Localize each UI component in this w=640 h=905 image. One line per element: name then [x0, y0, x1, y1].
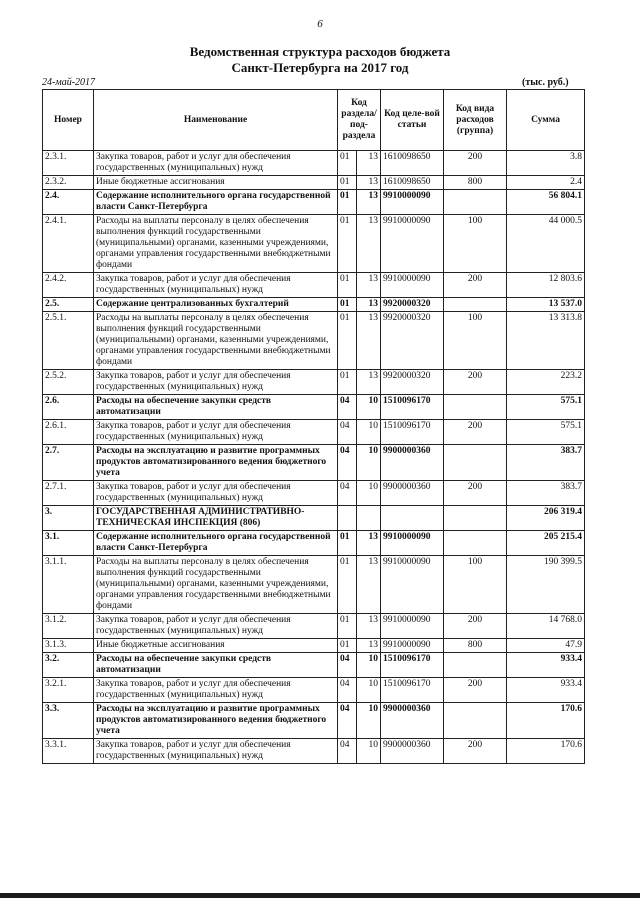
cell-expense-type [444, 445, 507, 481]
document-title [0, 44, 640, 76]
header-number: Номер [43, 90, 94, 151]
budget-table [42, 89, 585, 764]
cell-section: 04 [338, 678, 357, 703]
cell-name: Иные бюджетные ассигнования [94, 639, 338, 653]
cell-sum: 383.7 [507, 481, 585, 506]
cell-expense-type: 800 [444, 639, 507, 653]
cell-target-code: 9910000090 [381, 215, 444, 273]
cell-section: 01 [338, 176, 357, 190]
cell-target-code: 9910000090 [381, 273, 444, 298]
cell-number: 3. [43, 506, 94, 531]
header-expense-type: Код вида расходов (группа) [444, 90, 507, 151]
cell-sum: 13 313.8 [507, 312, 585, 370]
cell-section: 01 [338, 151, 357, 176]
cell-target-code: 9920000320 [381, 298, 444, 312]
cell-expense-type: 200 [444, 370, 507, 395]
cell-subsection: 13 [357, 215, 381, 273]
cell-section: 01 [338, 312, 357, 370]
header-section-code: Код раздела/ под-раздела [338, 90, 381, 151]
cell-sum: 56 804.1 [507, 190, 585, 215]
cell-number: 2.7.1. [43, 481, 94, 506]
cell-expense-type [444, 190, 507, 215]
cell-number: 3.2.1. [43, 678, 94, 703]
table-row [43, 312, 585, 370]
table-row [43, 678, 585, 703]
cell-sum: 575.1 [507, 395, 585, 420]
cell-section: 04 [338, 445, 357, 481]
cell-sum: 12 803.6 [507, 273, 585, 298]
cell-expense-type [444, 703, 507, 739]
cell-subsection: 10 [357, 739, 381, 764]
cell-expense-type: 100 [444, 556, 507, 614]
cell-section: 01 [338, 556, 357, 614]
cell-section: 01 [338, 370, 357, 395]
cell-subsection: 10 [357, 420, 381, 445]
table-row [43, 506, 585, 531]
cell-subsection: 13 [357, 176, 381, 190]
cell-sum: 383.7 [507, 445, 585, 481]
cell-subsection: 13 [357, 190, 381, 215]
cell-expense-type [444, 531, 507, 556]
table-row [43, 420, 585, 445]
cell-sum: 575.1 [507, 420, 585, 445]
cell-name: Закупка товаров, работ и услуг для обеспечения государственных (муниципальных) нужд [94, 739, 338, 764]
table-row [43, 639, 585, 653]
cell-number: 3.1.2. [43, 614, 94, 639]
cell-subsection: 10 [357, 445, 381, 481]
cell-number: 3.1. [43, 531, 94, 556]
table-row [43, 176, 585, 190]
cell-number: 2.5. [43, 298, 94, 312]
cell-name: Содержание исполнительного органа государственной власти Санкт-Петербурга [94, 531, 338, 556]
cell-section: 01 [338, 614, 357, 639]
cell-section: 01 [338, 639, 357, 653]
cell-expense-type: 800 [444, 176, 507, 190]
cell-section: 01 [338, 298, 357, 312]
cell-name: Расходы на выплаты персоналу в целях обеспечения выполнения функций государственными (муниципальными) органами, казенными учреждениями, органами управления государственными внебюджетными фондами [94, 215, 338, 273]
cell-number: 2.3.2. [43, 176, 94, 190]
cell-number: 3.3.1. [43, 739, 94, 764]
cell-section: 04 [338, 420, 357, 445]
cell-sum: 170.6 [507, 739, 585, 764]
table-row [43, 653, 585, 678]
cell-sum: 933.4 [507, 653, 585, 678]
cell-sum: 190 399.5 [507, 556, 585, 614]
cell-subsection: 13 [357, 312, 381, 370]
cell-subsection: 13 [357, 151, 381, 176]
cell-target-code: 9910000090 [381, 190, 444, 215]
scan-bottom-edge [0, 893, 640, 898]
cell-sum: 170.6 [507, 703, 585, 739]
cell-subsection: 13 [357, 614, 381, 639]
cell-subsection: 10 [357, 481, 381, 506]
cell-number: 2.6.1. [43, 420, 94, 445]
document-date: 24-май-2017 [42, 77, 96, 88]
table-row [43, 739, 585, 764]
cell-target-code: 9920000320 [381, 370, 444, 395]
cell-name: Расходы на эксплуатацию и развитие программных продуктов автоматизированного ведения бюджетного учета [94, 703, 338, 739]
cell-expense-type: 100 [444, 312, 507, 370]
cell-number: 2.6. [43, 395, 94, 420]
table-row [43, 481, 585, 506]
cell-number: 3.1.1. [43, 556, 94, 614]
cell-subsection: 13 [357, 370, 381, 395]
cell-expense-type [444, 653, 507, 678]
cell-subsection: 10 [357, 703, 381, 739]
cell-number: 2.7. [43, 445, 94, 481]
cell-name: Расходы на обеспечение закупки средств автоматизации [94, 395, 338, 420]
table-row [43, 556, 585, 614]
cell-expense-type: 200 [444, 420, 507, 445]
cell-subsection: 10 [357, 678, 381, 703]
cell-subsection: 13 [357, 531, 381, 556]
cell-target-code [381, 506, 444, 531]
cell-section: 01 [338, 531, 357, 556]
cell-number: 2.4. [43, 190, 94, 215]
cell-expense-type [444, 506, 507, 531]
cell-expense-type [444, 298, 507, 312]
cell-expense-type: 200 [444, 151, 507, 176]
cell-section: 04 [338, 653, 357, 678]
cell-name: Закупка товаров, работ и услуг для обеспечения государственных (муниципальных) нужд [94, 481, 338, 506]
cell-name: Расходы на выплаты персоналу в целях обеспечения выполнения функций государственными (муниципальными) органами, казенными учреждениями, органами управления государственными внебюджетными фондами [94, 556, 338, 614]
cell-name: Закупка товаров, работ и услуг для обеспечения государственных (муниципальных) нужд [94, 151, 338, 176]
cell-name: Закупка товаров, работ и услуг для обеспечения государственных (муниципальных) нужд [94, 614, 338, 639]
cell-sum: 205 215.4 [507, 531, 585, 556]
table-row [43, 273, 585, 298]
header-target-code: Код целе-вой статьи [381, 90, 444, 151]
cell-subsection [357, 506, 381, 531]
cell-sum: 933.4 [507, 678, 585, 703]
cell-name: ГОСУДАРСТВЕННАЯ АДМИНИСТРАТИВНО-ТЕХНИЧЕСКАЯ ИНСПЕКЦИЯ (806) [94, 506, 338, 531]
header-sum: Сумма [507, 90, 585, 151]
cell-subsection: 13 [357, 556, 381, 614]
table-row [43, 395, 585, 420]
cell-expense-type: 200 [444, 481, 507, 506]
cell-subsection: 13 [357, 298, 381, 312]
cell-target-code: 1510096170 [381, 420, 444, 445]
cell-target-code: 9900000360 [381, 703, 444, 739]
cell-sum: 13 537.0 [507, 298, 585, 312]
cell-expense-type: 100 [444, 215, 507, 273]
cell-target-code: 1610098650 [381, 151, 444, 176]
cell-target-code: 9910000090 [381, 556, 444, 614]
cell-name: Закупка товаров, работ и услуг для обеспечения государственных (муниципальных) нужд [94, 420, 338, 445]
cell-name: Иные бюджетные ассигнования [94, 176, 338, 190]
cell-number: 2.4.1. [43, 215, 94, 273]
cell-name: Содержание централизованных бухгалтерий [94, 298, 338, 312]
cell-target-code: 1510096170 [381, 678, 444, 703]
cell-target-code: 1510096170 [381, 653, 444, 678]
cell-sum: 14 768.0 [507, 614, 585, 639]
table-row [43, 445, 585, 481]
cell-expense-type: 200 [444, 273, 507, 298]
cell-expense-type: 200 [444, 678, 507, 703]
cell-number: 3.1.3. [43, 639, 94, 653]
cell-target-code: 9910000090 [381, 639, 444, 653]
cell-name: Содержание исполнительного органа государственной власти Санкт-Петербурга [94, 190, 338, 215]
cell-sum: 3.8 [507, 151, 585, 176]
cell-subsection: 10 [357, 653, 381, 678]
cell-target-code: 1510096170 [381, 395, 444, 420]
cell-target-code: 9910000090 [381, 614, 444, 639]
cell-target-code: 9910000090 [381, 531, 444, 556]
title-line-1: Ведомственная структура расходов бюджета [189, 44, 451, 59]
cell-sum: 2.4 [507, 176, 585, 190]
cell-section: 01 [338, 190, 357, 215]
cell-subsection: 13 [357, 639, 381, 653]
cell-section: 01 [338, 215, 357, 273]
cell-sum: 47.9 [507, 639, 585, 653]
cell-target-code: 9900000360 [381, 481, 444, 506]
cell-subsection: 10 [357, 395, 381, 420]
cell-expense-type: 200 [444, 614, 507, 639]
cell-section: 04 [338, 481, 357, 506]
table-body [43, 151, 585, 764]
cell-number: 3.2. [43, 653, 94, 678]
cell-section: 04 [338, 395, 357, 420]
cell-sum: 44 000.5 [507, 215, 585, 273]
cell-target-code: 9920000320 [381, 312, 444, 370]
cell-subsection: 13 [357, 273, 381, 298]
units-label: (тыс. руб.) [522, 77, 569, 88]
cell-name: Расходы на обеспечение закупки средств автоматизации [94, 653, 338, 678]
table-row [43, 190, 585, 215]
cell-sum: 223.2 [507, 370, 585, 395]
table-row [43, 703, 585, 739]
table-row [43, 215, 585, 273]
cell-section: 04 [338, 739, 357, 764]
table-row [43, 298, 585, 312]
cell-number: 3.3. [43, 703, 94, 739]
page-number: 6 [317, 18, 323, 30]
table-header-row [43, 90, 585, 151]
table-row [43, 151, 585, 176]
cell-number: 2.3.1. [43, 151, 94, 176]
table-row [43, 614, 585, 639]
cell-name: Закупка товаров, работ и услуг для обеспечения государственных (муниципальных) нужд [94, 678, 338, 703]
table-row [43, 370, 585, 395]
cell-section [338, 506, 357, 531]
cell-name: Закупка товаров, работ и услуг для обеспечения государственных (муниципальных) нужд [94, 370, 338, 395]
cell-sum: 206 319.4 [507, 506, 585, 531]
cell-expense-type [444, 395, 507, 420]
cell-number: 2.5.2. [43, 370, 94, 395]
cell-target-code: 1610098650 [381, 176, 444, 190]
table-row [43, 531, 585, 556]
cell-number: 2.4.2. [43, 273, 94, 298]
cell-expense-type: 200 [444, 739, 507, 764]
cell-number: 2.5.1. [43, 312, 94, 370]
header-name: Наименование [94, 90, 338, 151]
title-line-2: Санкт-Петербурга на 2017 год [231, 60, 409, 75]
cell-target-code: 9900000360 [381, 445, 444, 481]
cell-section: 04 [338, 703, 357, 739]
cell-name: Расходы на выплаты персоналу в целях обеспечения выполнения функций государственными (муниципальными) органами, казенными учреждениями, органами управления государственными внебюджетными фондами [94, 312, 338, 370]
cell-name: Закупка товаров, работ и услуг для обеспечения государственных (муниципальных) нужд [94, 273, 338, 298]
cell-section: 01 [338, 273, 357, 298]
cell-target-code: 9900000360 [381, 739, 444, 764]
cell-name: Расходы на эксплуатацию и развитие программных продуктов автоматизированного ведения бюджетного учета [94, 445, 338, 481]
